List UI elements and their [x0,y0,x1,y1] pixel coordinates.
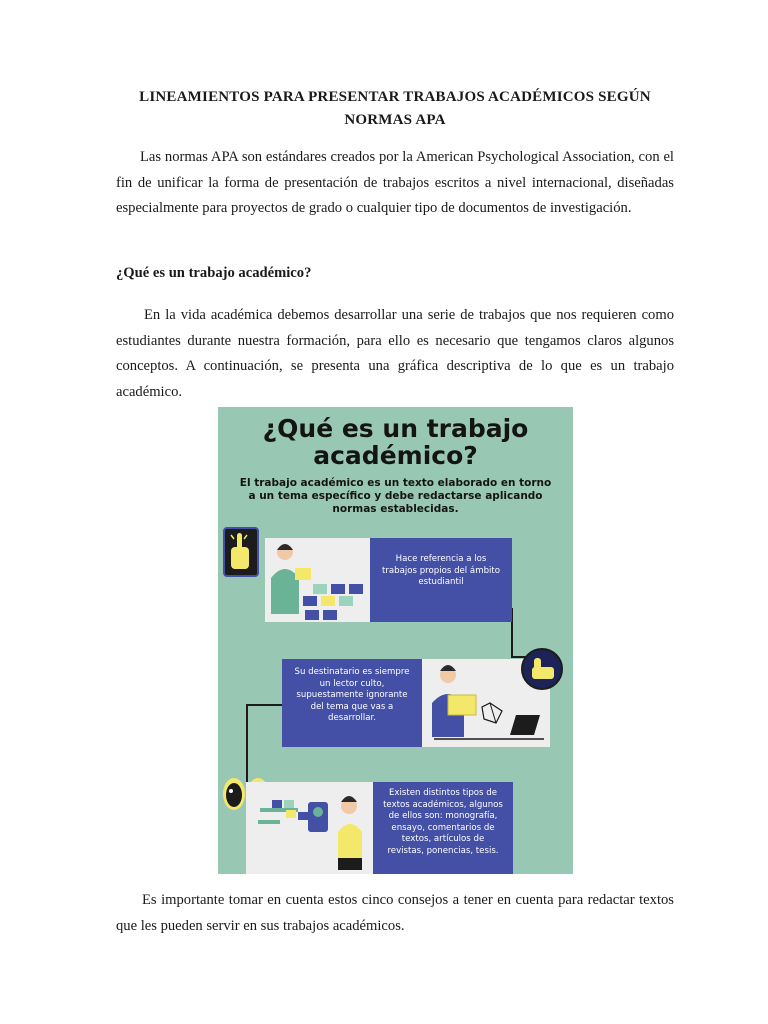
student-illustration-1 [265,538,370,622]
infographic-title-line1: ¿Qué es un trabajo [262,414,529,443]
section-heading: ¿Qué es un trabajo académico? [116,265,312,281]
infographic-subtitle: El trabajo académico es un texto elaborado en torno a un tema específico y debe redactarse aplicando normas establecidas. [239,477,552,515]
thumbs-up-icon [520,647,564,691]
info-card-2: Su destinatario es siempre un lector culto, supuestamente ignorante del tema que vas a desarrollar. [282,659,422,747]
infographic-title [218,415,573,469]
info-card-3: Existen distintos tipos de textos académicos, algunos de ellos son: monografía, ensayo, comentarios de textos, artículos de revistas, ponencias, tesis. [373,782,513,874]
infographic-title-line2: académico? [313,441,478,470]
infographic-figure [218,407,573,874]
intro-paragraph: Las normas APA son estándares creados por la American Psychological Association, con el fin de unificar la forma de presentación de trabajos escritos a nivel internacional, diseñadas especialmente para proyectos de grado o cualquier tipo de documentos de investigación. [116,149,674,216]
student-illustration-3 [246,782,373,874]
section-paragraph: En la vida académica debemos desarrollar una serie de trabajos que nos requieren como estudiantes durante nuestra formación, para ello es necesario que tengamos claros algunos conceptos. A continuación, se presenta una gráfica descriptiva de lo que es un trabajo académico. [116,307,674,400]
connector-line [246,704,282,706]
connector-line [246,704,248,782]
closing-paragraph: Es importante tomar en cuenta estos cinco consejos a tener en cuenta para redactar textos que les pueden servir en sus trabajos académicos. [116,892,674,934]
info-card-1: Hace referencia a los trabajos propios del ámbito estudiantil [370,538,512,622]
document-title: LINEAMIENTOS PARA PRESENTAR TRABAJOS ACADÉMICOS SEGÚN NORMAS APA [139,89,651,128]
hand-pointing-icon [223,527,259,577]
